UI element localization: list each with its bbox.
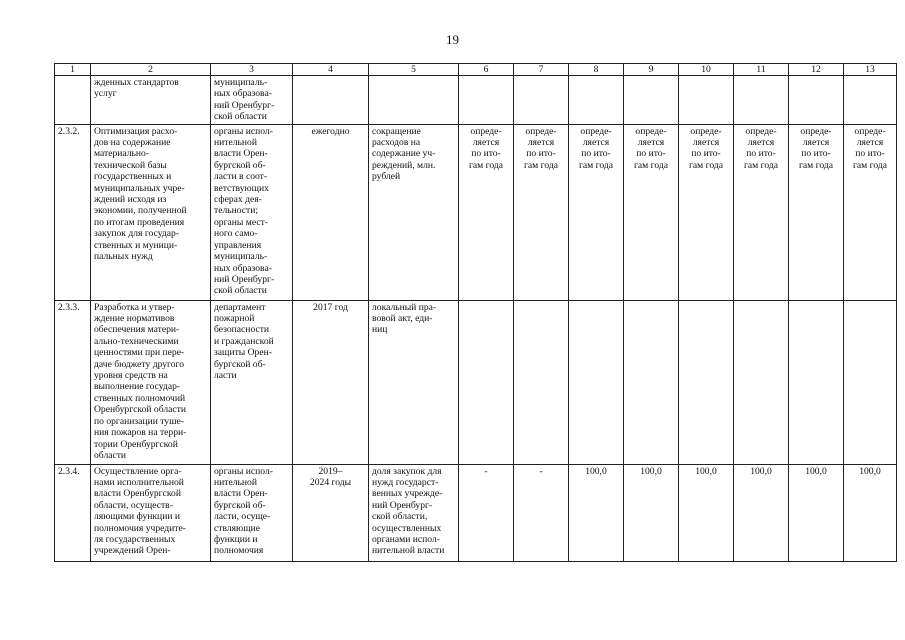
column-header: 1 — [55, 64, 91, 76]
indicator-value — [679, 300, 734, 464]
implementation-period: 2019– 2024 годы — [293, 464, 369, 561]
indicator-value — [789, 300, 844, 464]
indicator-value — [624, 300, 679, 464]
column-header: 10 — [679, 64, 734, 76]
measure-name: Оптимизация расхо- дов на содержание материально- технической базы государственных и муниципальных учре- ждений исходя из экономии, полученной по итогам проведения закупок для государ- ственных и муници- пальных нужд — [91, 124, 211, 300]
indicator-value: опреде- ляется по ито- гам года — [844, 124, 897, 300]
indicator-value — [624, 76, 679, 125]
responsible-executor: департамент пожарной безопасности и гражданской защиты Орен- бургской об- ласти — [211, 300, 293, 464]
indicator-value: 100,0 — [624, 464, 679, 561]
indicator-value — [569, 76, 624, 125]
indicator-value — [789, 76, 844, 125]
column-header: 12 — [789, 64, 844, 76]
measures-table — [54, 63, 897, 562]
indicator-name: локальный пра- вовой акт, еди- ниц — [369, 300, 459, 464]
indicator-name: сокращение расходов на содержание уч- реждений, млн. рублей — [369, 124, 459, 300]
implementation-period — [293, 76, 369, 125]
measure-name: жденных стандартов услуг — [91, 76, 211, 125]
indicator-value — [514, 76, 569, 125]
indicator-name: доля закупок для нужд государст- венных учрежде- ний Оренбург- ской области, осуществленных органами испол- нительной власти — [369, 464, 459, 561]
column-header: 9 — [624, 64, 679, 76]
item-number — [55, 76, 91, 125]
column-header: 4 — [293, 64, 369, 76]
indicator-value: опреде- ляется по ито- гам года — [624, 124, 679, 300]
column-header: 13 — [844, 64, 897, 76]
indicator-value — [844, 76, 897, 125]
indicator-value: опреде- ляется по ито- гам года — [734, 124, 789, 300]
indicator-name — [369, 76, 459, 125]
indicator-value: - — [459, 464, 514, 561]
responsible-executor: муниципаль- ных образова- ний Оренбург- ской области — [211, 76, 293, 125]
indicator-value — [844, 300, 897, 464]
column-header: 8 — [569, 64, 624, 76]
item-number: 2.3.3. — [55, 300, 91, 464]
measure-name: Разработка и утвер- ждение нормативов обеспечения матери- ально-техническими ценностями при пере- даче бюджету другого уровня средств на выполнение государ- ственных полномочий Оренбургской области по организации туше- ния пожаров на терри- тории Оренбургской области — [91, 300, 211, 464]
indicator-value: 100,0 — [789, 464, 844, 561]
indicator-value — [569, 300, 624, 464]
indicator-value: опреде- ляется по ито- гам года — [514, 124, 569, 300]
indicator-value: 100,0 — [844, 464, 897, 561]
responsible-executor: органы испол- нительной власти Орен- бургской об- ласти в соот- ветствующих сферах дея- тельности; органы мест- ного само- управления муниципаль- ных образова- ний Оренбург- ской области — [211, 124, 293, 300]
indicator-value: опреде- ляется по ито- гам года — [459, 124, 514, 300]
column-header: 5 — [369, 64, 459, 76]
measure-name: Осуществление орга- нами исполнительной власти Оренбургской области, осуществ- ляющими функции и полномочия учредите- ля государственных учреждений Орен- — [91, 464, 211, 561]
indicator-value: 100,0 — [734, 464, 789, 561]
indicator-value: опреде- ляется по ито- гам года — [569, 124, 624, 300]
table-row — [55, 300, 897, 464]
responsible-executor: органы испол- нительной власти Орен- бургской об- ласти, осуще- ствляющие функции и полномочия — [211, 464, 293, 561]
indicator-value: опреде- ляется по ито- гам года — [679, 124, 734, 300]
indicator-value: - — [514, 464, 569, 561]
indicator-value — [734, 300, 789, 464]
table-row — [55, 464, 897, 561]
table-row — [55, 76, 897, 125]
column-number-row — [55, 64, 897, 76]
indicator-value — [679, 76, 734, 125]
column-header: 11 — [734, 64, 789, 76]
table-row — [55, 124, 897, 300]
column-header: 3 — [211, 64, 293, 76]
indicator-value: опреде- ляется по ито- гам года — [789, 124, 844, 300]
indicator-value — [514, 300, 569, 464]
implementation-period: ежегодно — [293, 124, 369, 300]
column-header: 2 — [91, 64, 211, 76]
implementation-period: 2017 год — [293, 300, 369, 464]
item-number: 2.3.2. — [55, 124, 91, 300]
indicator-value — [459, 76, 514, 125]
indicator-value — [734, 76, 789, 125]
indicator-value: 100,0 — [569, 464, 624, 561]
item-number: 2.3.4. — [55, 464, 91, 561]
indicator-value — [459, 300, 514, 464]
column-header: 6 — [459, 64, 514, 76]
indicator-value: 100,0 — [679, 464, 734, 561]
column-header: 7 — [514, 64, 569, 76]
page-number: 19 — [446, 32, 459, 47]
